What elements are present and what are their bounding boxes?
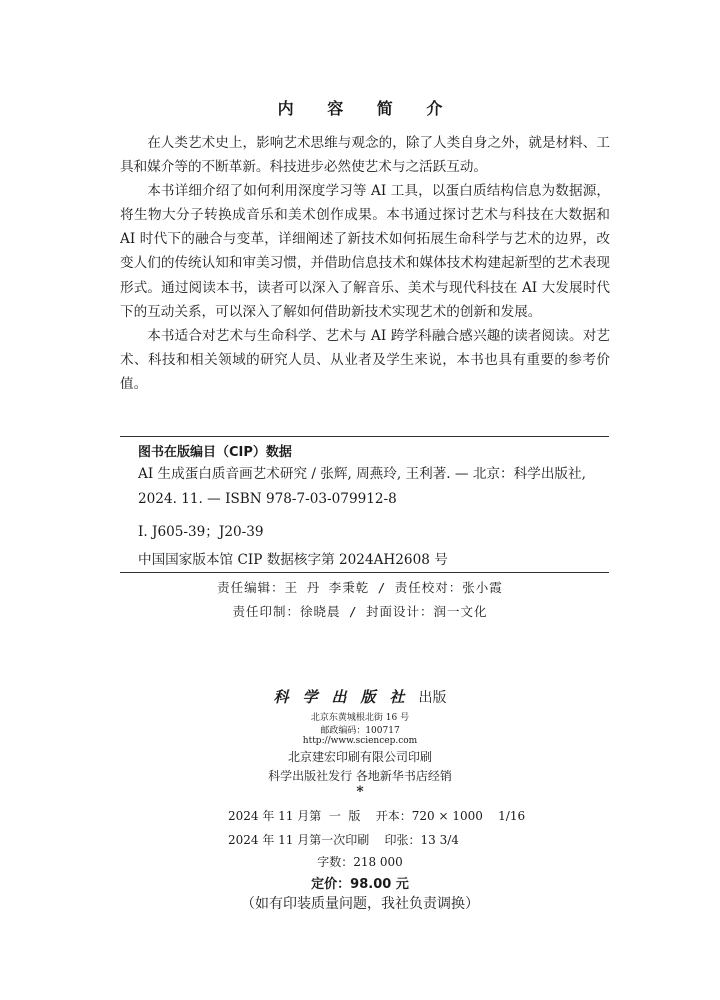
publisher-website: http://www.sciencep.com — [302, 736, 418, 746]
publisher-address: 北京东黄城根北街 16 号 — [310, 713, 410, 723]
intro-paragraph: 本书详细介绍了如何利用深度学习等 AI 工具，以蛋白质结构信息为数据源，将生物大分子转换成音乐和美术创作成果。本书通过探讨艺术与科技在大数据和 AI 时代下的融合与变革，详细阐述了新技术如何拓展生命科学与艺术的边界，改变人们的传统认知和审美习惯，并借助信息技术和媒体技术构建起新型的艺术表现形式。通过阅读本书，读者可以深入了解音乐、美术与现代科技在 AI 大发展时代下的互动关系，可以深入了解如何借助新技术实现艺术的创新和发展。 — [120, 183, 610, 320]
edition-line: 2024 年 11 月第 一 版 开本：720 × 1000 1/16 — [228, 809, 526, 823]
word-count: 字数：218 000 — [317, 855, 403, 869]
cip-classification: Ⅰ. J605-39；J20-39 — [138, 524, 264, 540]
intro-paragraph: 本书适合对艺术与生命科学、艺术与 AI 跨学科融合感兴趣的读者阅读。对艺术、科技和相关领域的研究人员、从业者及学生来说，本书也具有重要的参考价值。 — [120, 327, 610, 392]
publisher-suffix: 出版 — [418, 690, 447, 706]
quality-notice: （如有印装质量问题，我社负责调换） — [241, 896, 479, 912]
publisher-postcode: 邮政编码：100717 — [320, 726, 400, 736]
intro-paragraph: 在人类艺术史上，影响艺术思维与观念的，除了人类自身之外，就是材料、工具和媒介等的不断革新。科技进步必然使艺术与之活跃互动。 — [120, 135, 610, 176]
editor-credits: 责任编辑：王 丹 李秉乾 / 责任校对：张小霞 — [217, 580, 503, 595]
publisher-name: 科学出版社 — [273, 688, 419, 706]
publisher-line — [0, 686, 720, 707]
cip-heading: 图书在版编目（CIP）数据 — [138, 445, 292, 460]
production-credits: 责任印制：徐晓晨 / 封面设计：润一文化 — [232, 604, 488, 619]
printer-line: 北京建宏印刷有限公司印刷 — [287, 750, 432, 764]
page-title: 内 容 简 介 — [277, 99, 457, 118]
separator-star: * — [356, 784, 364, 800]
price: 定价：98.00 元 — [311, 877, 409, 892]
cip-record: AI 生成蛋白质音画艺术研究 / 张辉, 周燕玲, 王利著. — 北京：科学出版社, 2024. 11. — ISBN 978-7-03-079912-8 — [138, 466, 586, 507]
cip-bottom-rule — [120, 572, 609, 573]
distribution-line: 科学出版社发行 各地新华书店经销 — [268, 769, 452, 783]
cip-number: 中国国家版本馆 CIP 数据核字第 2024AH2608 号 — [138, 552, 448, 568]
introduction-text — [120, 131, 610, 396]
cip-top-rule — [120, 436, 609, 437]
printing-line: 2024 年 11 月第一次印刷 印张：13 3/4 — [228, 833, 459, 847]
